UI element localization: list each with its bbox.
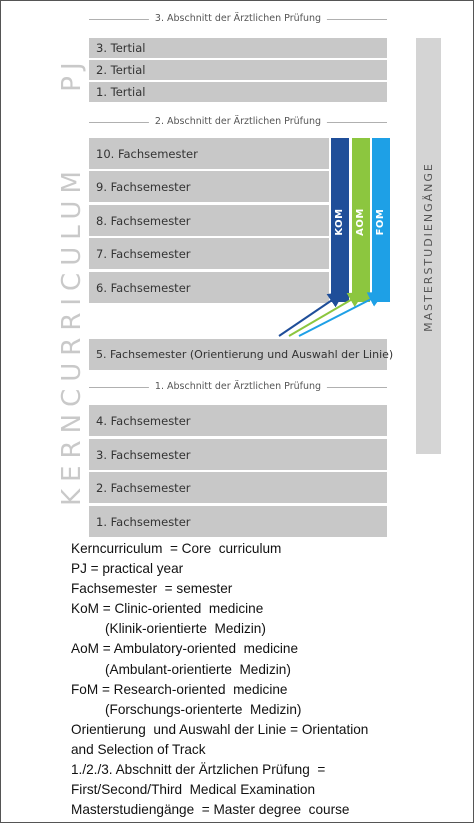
legend-line: Fachsemester = semester [71, 581, 233, 597]
divider-third-exam-label: 3. Abschnitt der Ärztlichen Prüfung [149, 13, 327, 25]
legend-line: FoM = Research-oriented medicine [71, 681, 288, 697]
semester-bar-3: 3. Fachsemester [89, 439, 387, 470]
semester-bar-8: 8. Fachsemester [89, 205, 329, 236]
semester-bar-1: 1. Fachsemester [89, 506, 387, 537]
pj-bar-1: 1. Tertial [89, 82, 387, 102]
divider-second-exam-label: 2. Abschnitt der Ärztlichen Prüfung [149, 116, 327, 128]
legend-line: Kerncurriculum = Core curriculum [71, 541, 282, 556]
semester-bar-2: 2. Fachsemester [89, 472, 387, 503]
legend-line: Orientierung und Auswahl der Linie = Orientation [71, 721, 369, 737]
legend-line: (Ambulant-orientierte Medizin) [71, 661, 291, 677]
legend [71, 539, 368, 820]
semester-bar-10: 10. Fachsemester [89, 138, 329, 169]
legend-line: PJ = practical year [71, 561, 184, 577]
track-label-aom: AOM [355, 208, 366, 236]
legend-line: 1./2./3. Abschnitt der Ärtzlichen Prüfung = [71, 762, 326, 778]
pj-bar-2: 2. Tertial [89, 60, 387, 80]
legend-line: First/Second/Third Medical Examination [71, 782, 316, 798]
semester-bar-4: 4. Fachsemester [89, 405, 387, 436]
track-label-fom: FOM [375, 208, 386, 236]
semester-bar-7: 7. Fachsemester [89, 238, 329, 269]
arrow-aom [289, 294, 361, 336]
legend-line: AoM = Ambulatory-oriented medicine [71, 641, 299, 657]
semester-bar-6: 6. Fachsemester [89, 272, 329, 303]
track-label-kom: KOM [334, 208, 345, 236]
master-degree-label: MASTERSTUDIENGÄNGE [422, 162, 435, 332]
pj-bar-3: 3. Tertial [89, 38, 387, 58]
legend-line: and Selection of Track [71, 741, 206, 757]
legend-line: (Forschungs-orienterte Medizin) [71, 701, 302, 717]
semester-bar-9: 9. Fachsemester [89, 171, 329, 202]
semester-bar-5: 5. Fachsemester (Orientierung und Auswahl der Linie) [89, 339, 387, 370]
pj-side-label: PJ [57, 56, 87, 92]
legend-line: (Klinik-orientierte Medizin) [71, 621, 266, 637]
kerncurriculum-side-label: KERNCURRICULUM [57, 164, 87, 506]
legend-line: KoM = Clinic-oriented medicine [71, 601, 264, 617]
legend-line: Masterstudiengänge = Master degree course [71, 802, 350, 818]
divider-first-exam-label: 1. Abschnitt der Ärztlichen Prüfung [149, 381, 327, 393]
